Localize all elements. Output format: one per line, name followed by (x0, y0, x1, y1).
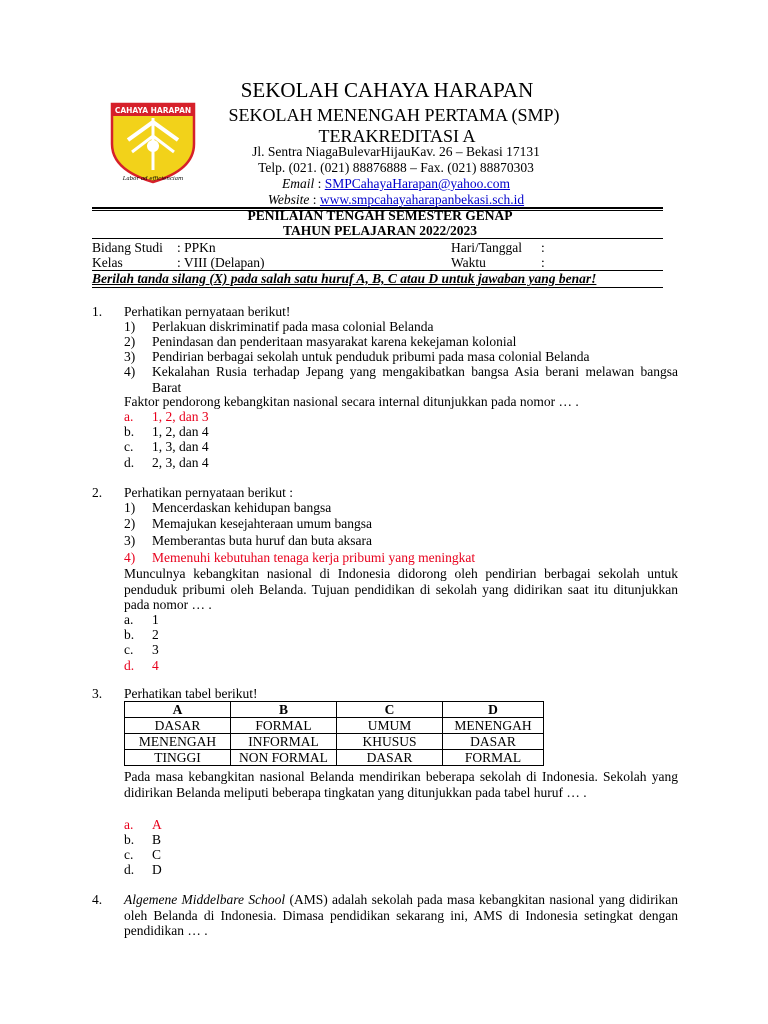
table-cell: DASAR (125, 718, 231, 734)
statement-number: 1) (124, 500, 136, 515)
option-letter[interactable]: c. (124, 847, 134, 862)
address-line: Jl. Sentra NiagaBulevarHijauKav. 26 – Bekasi 17131 (252, 144, 540, 159)
option-letter[interactable]: d. (124, 658, 135, 673)
instruction: Berilah tanda silang (X) pada salah satu huruf A, B, C atau D untuk jawaban yang benar! (92, 271, 597, 286)
accreditation: TERAKREDITASI A (318, 126, 476, 146)
option-text[interactable]: 4 (152, 658, 159, 673)
class-value: : VIII (Delapan) (177, 255, 265, 270)
option-letter[interactable]: a. (124, 612, 134, 627)
time-value: : (541, 255, 545, 270)
option-text[interactable]: A (152, 817, 162, 832)
option-letter[interactable]: c. (124, 439, 134, 454)
option-letter[interactable]: d. (124, 862, 135, 877)
phone-line: Telp. (021. (021) 88876888 – Fax. (021) 88870303 (258, 160, 534, 175)
table-cell: FORMAL (231, 718, 337, 734)
website-line: Website : www.smpcahayaharapanbekasi.sch.id (267, 192, 525, 207)
question-number: 2. (92, 485, 103, 500)
email-label: Email (281, 176, 315, 191)
table-cell: TINGGI (125, 750, 231, 766)
table-row (125, 734, 544, 750)
question-number: 4. (92, 892, 103, 907)
statement-number: 2) (124, 516, 136, 531)
school-contact (224, 144, 568, 208)
table-cell: KHUSUS (337, 734, 443, 750)
option-text[interactable]: 3 (152, 642, 159, 657)
question-text (124, 892, 678, 939)
date-value: : (541, 240, 545, 255)
website-link[interactable]: www.smpcahayaharapanbekasi.sch.id (319, 192, 525, 207)
class-label: Kelas (92, 255, 123, 270)
question-intro: Perhatikan tabel berikut! (124, 686, 258, 701)
statement-number: 4) (124, 364, 136, 379)
school-logo (108, 100, 198, 184)
table-cell: DASAR (443, 734, 544, 750)
website-label: Website (267, 192, 310, 207)
exam-name: PENILAIAN TENGAH SEMESTER GENAP (247, 208, 513, 223)
table-cell: DASAR (337, 750, 443, 766)
email-line: Email : SMPCahayaHarapan@yahoo.com (281, 176, 511, 191)
school-name: SEKOLAH CAHAYA HARAPAN (240, 78, 534, 102)
date-label: Hari/Tanggal (451, 240, 523, 255)
statement-text: Perlakuan diskriminatif pada masa colonial Belanda (152, 319, 434, 334)
question-number: 3. (92, 686, 103, 701)
statement-number: 3) (124, 533, 136, 548)
option-text[interactable]: 1, 2, dan 4 (152, 424, 209, 439)
table-header-cell: B (231, 702, 337, 718)
option-text[interactable]: 1, 2, dan 3 (152, 409, 209, 424)
school-level-table (124, 701, 544, 766)
option-text[interactable]: D (152, 862, 162, 877)
school-level: SEKOLAH MENENGAH PERTAMA (SMP) (228, 105, 560, 125)
question-text: Munculnya kebangkitan nasional di Indonesia didorong oleh pendirian berbagai sekolah untuk penduduk pribumi oleh Belanda. Tujuan pendidikan di sekolah yang didirikan saat itu ditunjukkan pada nomor … . (124, 566, 678, 612)
table-header-cell: A (125, 702, 231, 718)
statement-text: Penindasan dan penderitaan masyarakat karena kekejaman kolonial (152, 334, 517, 349)
table-header-cell: D (443, 702, 544, 718)
statement-text: Memberantas buta huruf dan buta aksara (152, 533, 373, 548)
table-cell: INFORMAL (231, 734, 337, 750)
option-letter[interactable]: b. (124, 627, 135, 642)
exam-title (200, 208, 560, 238)
option-text[interactable]: 1 (152, 612, 159, 627)
statement-text: Mencerdaskan kehidupan bangsa (152, 500, 332, 515)
question-number: 1. (92, 304, 103, 319)
option-letter[interactable]: b. (124, 424, 135, 439)
question-intro-italic: Algemene Middelbare School (124, 892, 286, 907)
table-header-row (125, 702, 544, 718)
option-text[interactable]: B (152, 832, 162, 847)
option-letter[interactable]: c. (124, 642, 134, 657)
statement-text: Pendirian berbagai sekolah untuk penduduk pribumi pada masa colonial Belanda (152, 349, 590, 364)
table-cell: UMUM (337, 718, 443, 734)
table-cell: MENENGAH (125, 734, 231, 750)
option-letter[interactable]: a. (124, 409, 134, 424)
option-text[interactable]: 2, 3, dan 4 (152, 455, 209, 470)
time-label: Waktu (451, 255, 486, 270)
statement-number: 4) (124, 550, 136, 565)
option-text[interactable]: 1, 3, dan 4 (152, 439, 209, 454)
exam-year: TAHUN PELAJARAN 2022/2023 (282, 223, 477, 238)
statement-number: 2) (124, 334, 136, 349)
email-link[interactable]: SMPCahayaHarapan@yahoo.com (324, 176, 511, 191)
option-letter[interactable]: a. (124, 817, 134, 832)
statement-number: 1) (124, 319, 136, 334)
question-text: Faktor pendorong kebangkitan nasional secara internal ditunjukkan pada nomor … . (124, 394, 579, 409)
logo-top-text: CAHAYA HARAPAN (114, 106, 192, 115)
statement-number: 3) (124, 349, 136, 364)
logo-motto: Labor ad efficienciam (122, 176, 184, 182)
table-cell: NON FORMAL (231, 750, 337, 766)
option-letter[interactable]: b. (124, 832, 135, 847)
option-text[interactable]: C (152, 847, 162, 862)
title-divider (92, 238, 663, 239)
table-cell: MENENGAH (443, 718, 544, 734)
table-cell: FORMAL (443, 750, 544, 766)
statement-text: Kekalahan Rusia terhadap Jepang yang mengakibatkan bangsa Asia berani melawan bangsa Barat (152, 364, 678, 395)
option-letter[interactable]: d. (124, 455, 135, 470)
question-intro: Perhatikan pernyataan berikut! (124, 304, 291, 319)
statement-text: Memenuhi kebutuhan tenaga kerja pribumi yang meningkat (152, 550, 476, 565)
table-row (125, 718, 544, 734)
subject-value: : PPKn (177, 240, 216, 255)
table-row (125, 750, 544, 766)
question-intro-rest: (AMS) adalah sekolah pada masa kebangkitan nasional yang didirikan oleh Belanda di Indonesia. Dimasa pendidikan sekarang ini, AMS di Indonesia setingkat dengan pendidikan … . (124, 892, 679, 938)
option-text[interactable]: 2 (152, 627, 159, 642)
statement-text: Memajukan kesejahteraan umum bangsa (152, 516, 373, 531)
question-text: Pada masa kebangkitan nasional Belanda mendirikan beberapa sekolah di Indonesia. Sekolah yang didirikan Belanda meliputi beberapa tingkatan yang ditunjukkan pada tabel huruf … . (124, 769, 678, 800)
table-header-cell: C (337, 702, 443, 718)
subject-label: Bidang Studi (92, 240, 163, 255)
instruction-divider (92, 287, 663, 288)
question-intro: Perhatikan pernyataan berikut : (124, 485, 294, 500)
